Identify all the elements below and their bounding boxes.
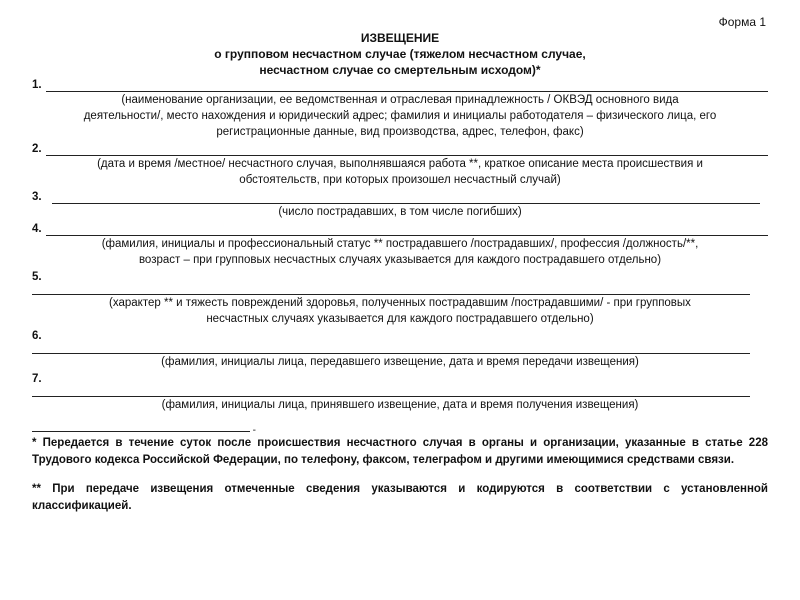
fill-in-line[interactable] (32, 386, 750, 397)
caption-line: (число пострадавших, в том числе погибших) (278, 206, 522, 218)
item-number: 5. (32, 271, 42, 283)
form-item-1 (32, 78, 768, 140)
item-number: 1. (32, 79, 42, 91)
caption-line: (наименование организации, ее ведомственная и отраслевая принадлежность / ОКВЭД основного вида (121, 94, 679, 106)
fill-in-line[interactable] (46, 145, 768, 156)
caption-line: (дата и время /местное/ несчастного случая, выполнявшаяся работа **, краткое описание места происшествия и (97, 158, 703, 170)
field-caption (32, 156, 768, 188)
item-number: 6. (32, 330, 42, 342)
form-item-7 (32, 372, 768, 413)
footnote-divider-dash: - (252, 425, 256, 436)
item-number: 3. (32, 191, 42, 203)
title-line-1: ИЗВЕЩЕНИЕ (360, 31, 440, 45)
field-caption (32, 397, 768, 413)
item-number: 2. (32, 143, 42, 155)
field-caption (32, 92, 768, 140)
caption-line: (фамилия, инициалы лица, принявшего извещение, дата и время получения извещения) (161, 399, 639, 411)
form-item-6 (32, 329, 768, 370)
field-caption (32, 295, 768, 327)
form-item-4 (32, 222, 768, 268)
form-label: Форма 1 (718, 15, 766, 29)
footnote-divider (32, 425, 256, 436)
field-caption (32, 204, 768, 220)
title-line-3: несчастном случае со смертельным исходом)* (259, 63, 541, 77)
document-title (32, 30, 768, 78)
fill-in-line[interactable] (52, 193, 760, 204)
form-item-5 (32, 270, 768, 327)
caption-line: возраст – при групповых несчастных случаях указывается для каждого пострадавшего отдельно) (138, 254, 662, 266)
caption-line: несчастных случаях указывается для каждого пострадавшего отдельно) (206, 313, 594, 325)
fill-in-line[interactable] (46, 81, 768, 92)
caption-line: (фамилия, инициалы лица, передавшего извещение, дата и время передачи извещения) (161, 356, 639, 368)
field-caption (32, 236, 768, 268)
item-number: 4. (32, 223, 42, 235)
form-item-3 (32, 190, 768, 220)
footnote-2: ** При передаче извещения отмеченные сведения указываются и кодируются в соответствии с установленной классификацией. (32, 483, 768, 512)
caption-line: (фамилия, инициалы и профессиональный статус ** пострадавшего /пострадавших/, профессия /должность/**, (101, 238, 699, 250)
footnote-1: * Передается в течение суток после происшествия несчастного случая в органы и организации, указанные в статье 228 Трудового кодекса Российской Федерации, по телефону, факсом, телеграфом и другими имеющимися средствами связи. (32, 437, 768, 466)
caption-line: обстоятельств, при которых произошел несчастный случай) (239, 174, 561, 186)
title-line-2: о групповом несчастном случае (тяжелом несчастном случае, (214, 47, 586, 61)
item-number: 7. (32, 373, 42, 385)
caption-line: (характер ** и тяжесть повреждений здоровья, полученных пострадавшим /пострадавшими/ - при групповых (109, 297, 691, 309)
form-item-2 (32, 142, 768, 188)
field-caption (32, 354, 768, 370)
caption-line: регистрационные данные, вид производства, адрес, телефон, факс) (216, 126, 584, 138)
fill-in-line[interactable] (46, 225, 768, 236)
fill-in-line[interactable] (32, 284, 750, 295)
caption-line: деятельности/, место нахождения и юридический адрес; фамилия и инициалы работодателя – физического лица, его (83, 110, 717, 122)
fill-in-line[interactable] (32, 343, 750, 354)
